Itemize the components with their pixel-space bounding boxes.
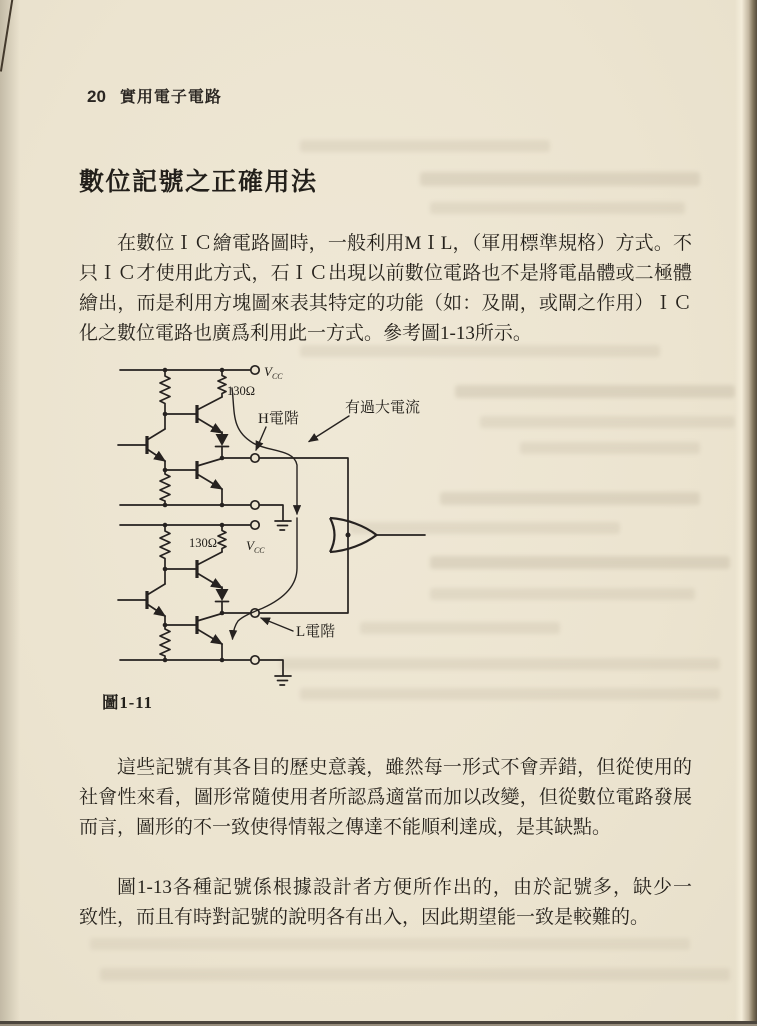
page-number: 20 <box>87 87 106 106</box>
text-line: 化之數位電路也廣爲利用此一方式。參考圖1-13所示。 <box>79 323 532 344</box>
text-line: 圖1-13各種記號係根據設計者方便所作出的，由於記號多，缺少一 <box>117 877 692 898</box>
l-level-label: L電階 <box>296 624 336 640</box>
current-path-arrow <box>233 518 298 639</box>
vcc-label: V <box>246 538 254 553</box>
bleedthrough-smudge <box>300 140 550 152</box>
text-line: 社會性來看，圖形常隨使用者所認爲適當而加以改變，但從數位電路發展 <box>79 787 692 808</box>
resistor-label-top: 130Ω <box>227 384 256 398</box>
bleedthrough-smudge <box>480 416 735 428</box>
bleedthrough-smudge <box>520 442 700 454</box>
vcc-sub-label: CC <box>271 372 283 381</box>
paragraph <box>79 873 692 933</box>
book-title: 實用電子電路 <box>119 89 222 106</box>
page-header <box>87 84 222 107</box>
ground-wire <box>259 505 283 520</box>
ground-icon <box>275 521 291 530</box>
text-line: 在數位ＩＣ繪電路圖時，一般利用MＩL，（軍用標準規格）方式。不 <box>117 233 692 254</box>
bleedthrough-smudge <box>100 968 730 981</box>
text-line: 只ＩＣ才使用此方式，石ＩＣ出現以前數位電路也不是將電晶體或二極體 <box>79 263 692 284</box>
bleedthrough-smudge <box>430 588 695 600</box>
bleedthrough-smudge <box>430 556 730 569</box>
text-line: 繪出，而是利用方塊圖來表其特定的功能（如：及閘，或閘之作用）ＩＣ <box>79 293 692 314</box>
vcc-label: V <box>264 364 272 379</box>
text-line: 這些記號有其各目的歷史意義，雖然每一形式不會弄錯，但從使用的 <box>117 757 692 778</box>
resistor-label-bottom: 130Ω <box>188 536 217 550</box>
bleedthrough-smudge <box>440 492 700 505</box>
l-level-pointer-arrow <box>261 618 293 631</box>
circuit-diagram <box>95 350 440 722</box>
bleedthrough-smudge <box>455 385 735 398</box>
ground-wire <box>259 660 283 675</box>
text-line: 致性，而且有時對記號的說明各有出入，因此期望能一致是較難的。 <box>79 907 650 928</box>
vcc-label-top <box>264 364 283 381</box>
or-gate <box>330 518 425 552</box>
overcurrent-pointer-arrow <box>309 416 349 442</box>
bleedthrough-smudge <box>420 172 700 186</box>
current-path-arrow <box>232 388 297 514</box>
page-edge-band <box>735 0 757 1026</box>
vcc-label-bottom <box>246 538 265 555</box>
section-title: 數位記號之正確用法 <box>79 169 318 196</box>
bleedthrough-smudge <box>90 938 690 950</box>
bleedthrough-smudge <box>430 202 685 214</box>
h-level-label: H電階 <box>258 411 299 427</box>
page-spine-shadow <box>0 0 20 1026</box>
paragraph <box>79 753 692 843</box>
vcc-sub-label: CC <box>253 546 265 555</box>
figure-caption: 圖1-11 <box>102 693 153 712</box>
text-line: 而言，圖形的不一致使得情報之傳達不能順利達成，是其缺點。 <box>79 817 612 838</box>
ground-icon <box>275 676 291 685</box>
overcurrent-label: 有過大電流 <box>345 400 421 416</box>
paragraph <box>79 229 692 349</box>
